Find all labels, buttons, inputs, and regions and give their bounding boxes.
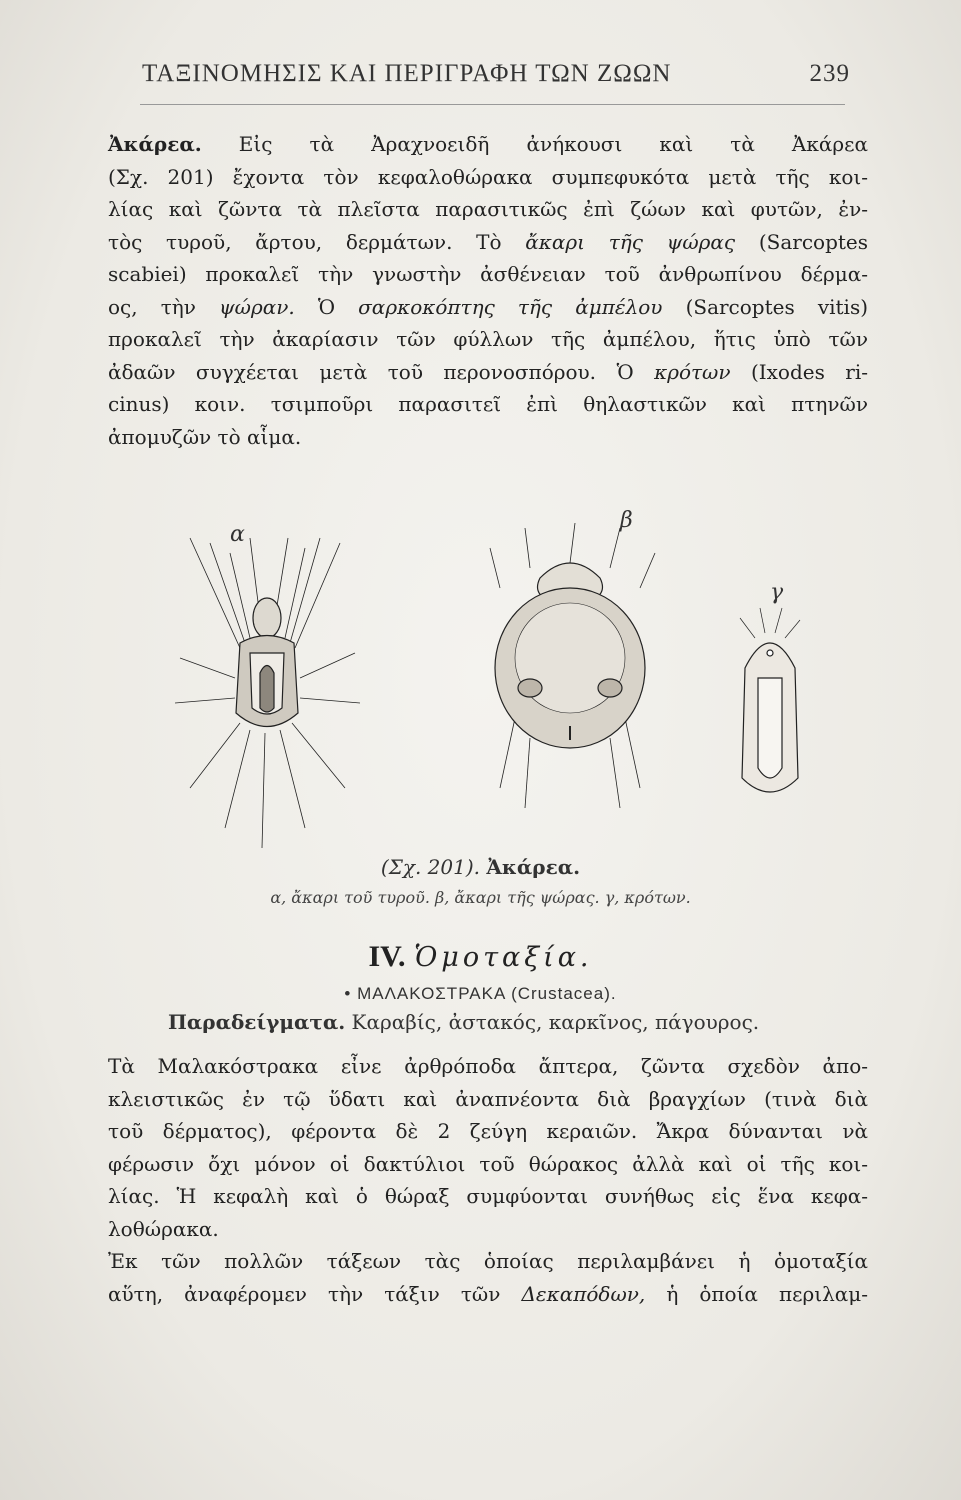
text-line: (Σχ. 201) ἔχοντα τὸν κεφαλοθώρακα συμπεφυκότα μετὰ τῆς κοι-	[108, 164, 868, 189]
text-line: Τὰ Μαλακόστρακα εἶνε ἀρθρόποδα ἄπτερα, ζῶντα σχεδὸν ἀπο-	[108, 1054, 868, 1078]
text-segment: ἡ ὁποία περιλαμ-	[666, 1281, 869, 1306]
acarea-heading: Ἀκάρεα.	[108, 132, 202, 156]
text-line	[108, 1278, 868, 1311]
text-line: Ἐκ τῶν πολλῶν τάξεων τὰς ὁποίας περιλαμβάνει ἡ ὁμοταξία	[108, 1249, 868, 1273]
examples-line	[168, 1010, 759, 1034]
term-vine-mite: σαρκοκόπτης τῆς ἀμπέλου	[358, 294, 663, 319]
text-line	[108, 128, 868, 161]
subclass-heading: • ΜΑΛΑΚΟΣΤΡΑΚΑ (Crustacea).	[344, 984, 617, 1003]
caption-number: (Σχ. 201).	[380, 855, 481, 879]
text-line: κλειστικῶς ἐν τῷ ὕδατι καὶ ἀναπνέοντα διὰ βραγχίων (τινὰ διὰ	[108, 1086, 868, 1111]
text-segment: Εἰς τὰ Ἀραχνοειδῆ ἀνήκουσι καὶ τὰ Ἀκάρεα	[238, 132, 868, 156]
mite-illustrations	[170, 508, 810, 858]
page-number: 239	[809, 60, 850, 87]
figure-label-c: γ	[770, 580, 784, 605]
text-segment: τὸς τυροῦ, ἄρτου, δερμάτων. Τὸ	[108, 229, 502, 254]
text-line: φέρωσιν ὄχι μόνον οἱ δακτύλιοι τοῦ θώρακος ἀλλὰ καὶ οἱ τῆς κοι-	[108, 1151, 868, 1176]
figure-caption	[0, 855, 961, 879]
examples-text: Καραβίς, ἀστακός, καρκῖνος, πάγουρος.	[351, 1010, 760, 1034]
text-line: τοῦ δέρματος), φέροντα δὲ 2 ζεύγη κεραιῶν. Ἄκρα δύνανται νὰ	[108, 1119, 868, 1143]
text-line: ἀπομυζῶν τὸ αἷμα.	[108, 424, 302, 449]
text-line	[108, 226, 868, 259]
latin-name: (Ixodes ri-	[750, 359, 869, 384]
section-heading	[0, 940, 961, 974]
acarea-paragraph	[108, 128, 868, 453]
examples-label: Παραδείγματα.	[168, 1010, 346, 1034]
itch-mite-drawing	[490, 523, 655, 808]
text-line	[108, 291, 868, 324]
figure-label-a: α	[230, 522, 245, 547]
term-tick: κρότων	[654, 359, 731, 384]
term-decapods: Δεκαπόδων,	[521, 1281, 646, 1306]
section-title: Ὁμοταξία.	[414, 942, 593, 973]
section-numeral: IV.	[368, 940, 406, 973]
header-rule	[140, 104, 845, 105]
term-itch-mite: ἄκαρι τῆς ψώρας	[525, 229, 736, 254]
cheese-mite-drawing	[175, 538, 360, 848]
text-line: λίας καὶ ζῶντα τὰ πλεῖστα παρασιτικῶς ἐπὶ ζώων καὶ φυτῶν, ἐν-	[108, 197, 868, 221]
text-line: scabiei) προκαλεῖ τὴν γνωστὴν ἀσθένειαν τοῦ ἀνθρωπίνου δέρμα-	[108, 262, 868, 286]
figure-label-b: β	[620, 508, 633, 533]
tick-drawing	[740, 608, 800, 792]
text-segment: Ὁ	[317, 294, 336, 319]
text-segment: ἀδαῶν συγχέεται μετὰ τοῦ περονοσπόρου. Ὁ	[108, 359, 634, 384]
text-line: λίας. Ἡ κεφαλὴ καὶ ὁ θώραξ συμφύονται συνήθως εἰς ἕνα κεφα-	[108, 1184, 868, 1208]
figure-201	[170, 508, 810, 858]
figure-caption-detail: α, ἄκαρι τοῦ τυροῦ. β, ἄκαρι τῆς ψώρας. γ, κρότων.	[270, 888, 691, 907]
latin-name: (Sarcoptes vitis)	[685, 294, 869, 319]
text-line: cinus) κοιν. τσιμποῦρι παρασιτεῖ ἐπὶ θηλαστικῶν καὶ πτηνῶν	[108, 392, 868, 416]
text-segment: αὕτη, ἀναφέρομεν τὴν τάξιν τῶν	[108, 1281, 501, 1306]
caption-title: Ἀκάρεα.	[486, 855, 581, 879]
text-line: λοθώρακα.	[108, 1216, 219, 1241]
running-header	[110, 58, 850, 98]
text-line	[108, 356, 868, 389]
term-scabies: ψώραν.	[219, 294, 295, 319]
running-title: ΤΑΞΙΝΟΜΗΣΙΣ ΚΑΙ ΠΕΡΙΓΡΑΦΗ ΤΩΝ ΖΩΩΝ	[142, 60, 672, 87]
malacostraca-paragraph	[108, 1050, 868, 1310]
text-segment: ος, τὴν	[108, 294, 196, 319]
text-line: προκαλεῖ τὴν ἀκαρίασιν τῶν φύλλων τῆς ἀμπέλου, ἥτις ὑπὸ τῶν	[108, 327, 868, 351]
latin-name: (Sarcoptes	[758, 229, 869, 254]
